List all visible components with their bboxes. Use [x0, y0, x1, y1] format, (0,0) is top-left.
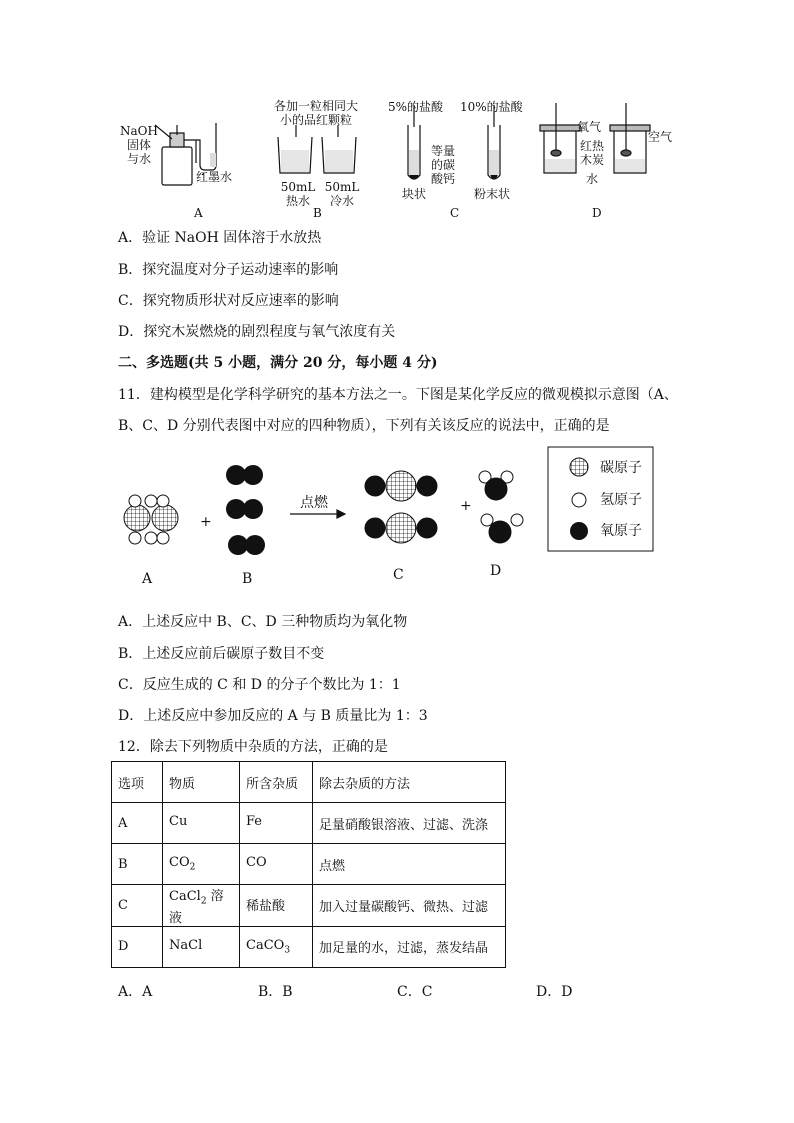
legend-hydrogen-icon — [572, 493, 586, 507]
table-cell-method: 加入过量碳酸钙、微热、过滤 — [313, 885, 506, 927]
q10-option-a: A．验证 NaOH 固体溶于水放热 — [118, 230, 322, 246]
table-cell-impurity — [240, 844, 313, 885]
q12-answer-c: C．C — [397, 984, 433, 1000]
section-heading: 二、多选题(共 5 小题，满分 20 分，每小题 4 分) — [118, 355, 438, 371]
apparatus-b-right-line: 冷水 — [329, 194, 354, 208]
apparatus-a-label — [118, 124, 160, 166]
formula-main: NaCl — [169, 937, 203, 953]
legend-oxygen-icon — [570, 522, 588, 540]
table-row — [112, 844, 506, 885]
table-header-cell: 选项 — [112, 762, 163, 803]
apparatus-b-right-line: 50mL — [324, 180, 360, 194]
table-header-cell: 物质 — [163, 762, 240, 803]
table-row — [112, 803, 506, 844]
apparatus-b-top-label — [266, 99, 366, 127]
table-cell-option: C — [112, 885, 163, 927]
apparatus-b-left-line: 50mL — [280, 180, 316, 194]
formula-subscript: 2 — [189, 862, 196, 873]
q10-option-d: D．探究木炭燃烧的剧烈程度与氧气浓度有关 — [118, 324, 396, 340]
apparatus-b-top-line: 各加一粒相同大 — [273, 99, 358, 113]
table-header-cell: 所含杂质 — [240, 762, 313, 803]
molecule-b — [226, 465, 265, 555]
apparatus-d-charcoal-line: 木炭 — [579, 153, 604, 167]
table-header-row — [112, 762, 506, 803]
apparatus-c-right-state: 粉末状 — [474, 187, 511, 201]
legend-oxygen-label: 氧原子 — [600, 523, 642, 539]
table-cell-method: 点燃 — [313, 844, 506, 885]
formula-main: CO — [246, 855, 267, 871]
apparatus-c-left-state: 块状 — [402, 187, 427, 201]
formula-main: 稀盐酸 — [246, 898, 286, 914]
apparatus-a-label-line: 固体 — [126, 138, 151, 152]
table-cell-option: B — [112, 844, 163, 885]
plus-sign: + — [200, 514, 212, 530]
table-row — [112, 926, 506, 967]
q12-table — [111, 761, 506, 968]
apparatus-d-charcoal-label — [578, 139, 606, 167]
apparatus-b-top-line: 小的品红颗粒 — [279, 113, 352, 127]
molecule-c — [365, 471, 437, 543]
q10-option-c: C．探究物质形状对反应速率的影响 — [118, 293, 339, 309]
apparatus-c-middle-line: 等量 — [430, 144, 455, 158]
table-cell-substance — [163, 803, 240, 844]
apparatus-d-water: 水 — [586, 172, 599, 186]
formula-main: Fe — [246, 814, 263, 830]
apparatus-d-air: 空气 — [648, 130, 673, 144]
table-cell-substance — [163, 885, 240, 927]
q12-stem: 12．除去下列物质中杂质的方法，正确的是 — [118, 739, 388, 755]
table-cell-substance — [163, 844, 240, 885]
legend-carbon-icon — [570, 458, 588, 476]
molecule-a — [124, 495, 178, 544]
q12-answer-b: B．B — [258, 984, 293, 1000]
legend-hydrogen-label: 氢原子 — [600, 492, 642, 508]
apparatus-c-acid-right: 10%的盐酸 — [460, 100, 523, 114]
table-cell-option: A — [112, 803, 163, 844]
q11-option-c: C．反应生成的 C 和 D 的分子个数比为 1：1 — [118, 677, 401, 693]
legend-carbon-label: 碳原子 — [600, 460, 642, 476]
q11-option-d: D．上述反应中参加反应的 A 与 B 质量比为 1：3 — [118, 708, 428, 724]
apparatus-d-oxygen: 氧气 — [577, 120, 602, 134]
table-cell-impurity — [240, 885, 313, 927]
apparatus-a-label-line: NaOH — [120, 124, 158, 138]
apparatus-c-middle-line: 酸钙 — [430, 172, 455, 186]
formula-main: CaCO — [246, 937, 285, 953]
formula-main: CO — [169, 855, 190, 871]
q12-answer-a: A．A — [118, 984, 153, 1000]
formula-main: CaCl — [169, 889, 201, 904]
formula-subscript: 2 — [200, 896, 207, 907]
formula-tail: 溶液 — [169, 889, 224, 926]
apparatus-c-caption: C — [450, 206, 460, 220]
table-cell-method: 加足量的水，过滤，蒸发结晶 — [313, 926, 506, 967]
table-cell-substance — [163, 926, 240, 967]
apparatus-a-caption: A — [194, 206, 203, 220]
q11-stem-line: B、C、D 分别代表图中对应的四种物质），下列有关该反应的说法中，正确的是 — [118, 418, 610, 434]
molecule-d — [479, 471, 523, 543]
table-cell-option: D — [112, 926, 163, 967]
apparatus-c-middle-line: 的碳 — [430, 158, 455, 172]
apparatus-b-left-line: 热水 — [285, 194, 310, 208]
molecule-label-b: B — [242, 571, 253, 587]
table-cell-method: 足量硝酸银溶液、过滤、洗涤 — [313, 803, 506, 844]
q11-option-b: B．上述反应前后碳原子数目不变 — [118, 646, 325, 662]
molecule-label-c: C — [393, 567, 404, 583]
molecule-label-a: A — [142, 571, 153, 587]
q10-option-b: B．探究温度对分子运动速率的影响 — [118, 262, 339, 278]
table-header-cell: 除去杂质的方法 — [313, 762, 506, 803]
apparatus-b — [278, 125, 356, 173]
formula-subscript: 3 — [284, 945, 291, 956]
apparatus-a-ink-label: 红墨水 — [196, 170, 233, 184]
molecule-label-d: D — [490, 563, 502, 579]
q11-option-a: A．上述反应中 B、C、D 三种物质均为氧化物 — [118, 614, 408, 630]
apparatus-b-caption: B — [313, 206, 322, 220]
table-cell-impurity — [240, 803, 313, 844]
table-cell-impurity — [240, 926, 313, 967]
reaction-condition: 点燃 — [300, 495, 328, 511]
q12-answer-d: D．D — [536, 984, 573, 1000]
apparatus-d-charcoal-line: 红热 — [579, 139, 604, 153]
apparatus-c-acid-left: 5%的盐酸 — [388, 100, 444, 114]
apparatus-b-right-label — [324, 180, 360, 208]
apparatus-a-label-line: 与水 — [126, 152, 151, 166]
q11-stem-line: 11．建构模型是化学科学研究的基本方法之一。下图是某化学反应的微观模拟示意图（A、 — [118, 387, 678, 403]
apparatus-d-caption: D — [592, 206, 602, 220]
apparatus-c-middle-label — [428, 144, 458, 186]
formula-main: Cu — [169, 814, 188, 830]
table-row — [112, 885, 506, 927]
apparatus-b-left-label — [280, 180, 316, 208]
plus-sign: + — [460, 498, 472, 514]
